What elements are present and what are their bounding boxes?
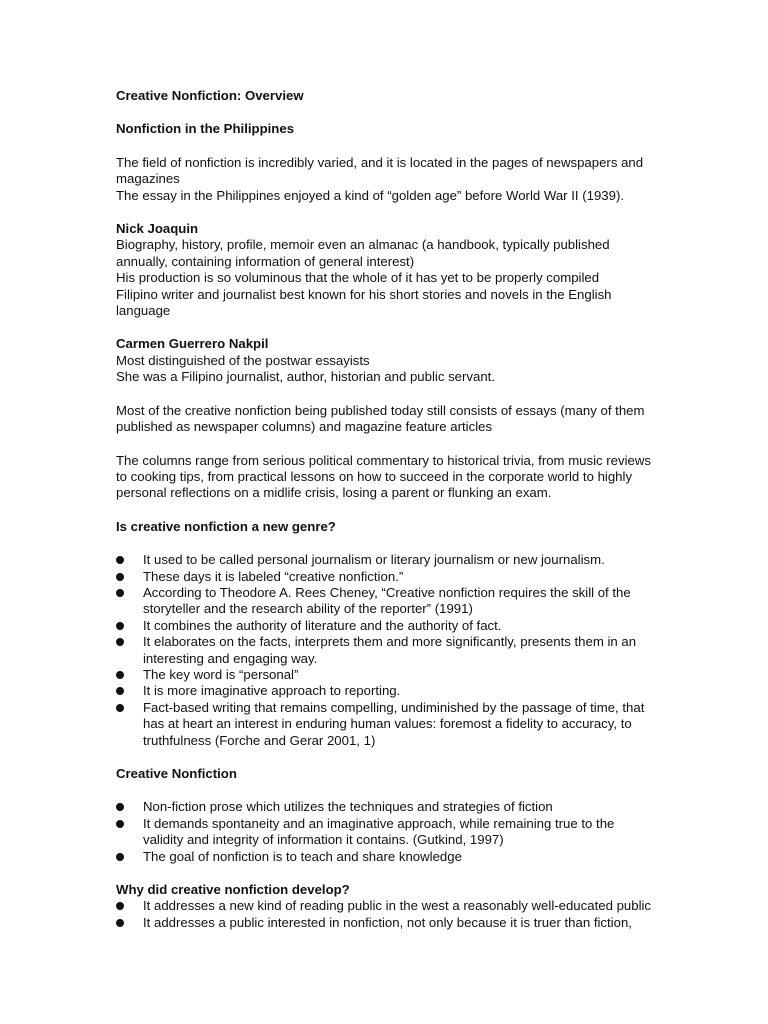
list-item: The key word is “personal” — [116, 667, 656, 683]
bullet-icon — [116, 902, 124, 910]
section-heading-why: Why did creative nonfiction develop? — [116, 882, 350, 898]
paragraph-text: The columns range from serious political commentary to historical trivia, from music reviews to cooking tips, from practical lessons on how to succeed in the corporate world to highly personal reflections on a midlife crisis, losing a parent or flunking an exam. — [116, 452, 651, 501]
bullet-icon — [116, 589, 124, 597]
text-line: His production is so voluminous that the whole of it has yet to be properly compiled — [116, 270, 600, 286]
text-line: Most distinguished of the postwar essayists — [116, 352, 370, 368]
list-item: It addresses a new kind of reading public in the west a reasonably well-educated public — [116, 898, 656, 914]
list-item: It elaborates on the facts, interprets them and more significantly, presents them in an interesting and engaging way. — [116, 634, 656, 667]
list-item: It demands spontaneity and an imaginative approach, while remaining true to the validity and integrity of information it contains. (Gutkind, 1997) — [116, 816, 656, 849]
paragraph-text: Most of the creative nonfiction being published today still consists of essays (many of them published as newspaper columns) and magazine feature articles — [116, 402, 645, 435]
bullet-icon — [116, 919, 124, 927]
text-line: Biography, history, profile, memoir even an almanac (a handbook, typically published annually, containing information of general interest) — [116, 237, 610, 269]
author-name: Nick Joaquin — [116, 221, 199, 237]
bullet-icon — [116, 622, 124, 630]
text-line: She was a Filipino journalist, author, historian and public servant. — [116, 369, 495, 385]
author-name: Carmen Guerrero Nakpil — [116, 336, 269, 352]
section-heading-new-genre: Is creative nonfiction a new genre? — [116, 518, 336, 534]
bullet-icon — [116, 853, 124, 861]
philippines-paragraph — [116, 155, 656, 204]
list-item: These days it is labeled “creative nonfiction.” — [116, 569, 656, 585]
cnf-bullet-list — [116, 799, 656, 865]
genre-bullet-list — [116, 552, 656, 749]
list-item: It is more imaginative approach to reporting. — [116, 683, 656, 699]
list-item: According to Theodore A. Rees Cheney, “Creative nonfiction requires the skill of the storyteller and the research ability of the reporter” (1991) — [116, 585, 656, 618]
list-item: It addresses a public interested in nonfiction, not only because it is truer than fiction, — [116, 915, 656, 931]
text-line: The essay in the Philippines enjoyed a kind of “golden age” before World War II (1939). — [116, 187, 625, 203]
bullet-icon — [116, 803, 124, 811]
why-bullet-list — [116, 898, 656, 931]
list-item: Fact-based writing that remains compelling, undiminished by the passage of time, that has at heart an interest in enduring human values: foremost a fidelity to accuracy, to truthfulness (Forche and Gerar 2001, 1) — [116, 700, 656, 749]
bullet-icon — [116, 704, 124, 712]
essays-paragraph — [116, 403, 656, 436]
document-body — [116, 88, 656, 948]
columns-paragraph — [116, 453, 656, 502]
joaquin-block — [116, 221, 656, 319]
list-item: Non-fiction prose which utilizes the techniques and strategies of fiction — [116, 799, 656, 815]
list-item: The goal of nonfiction is to teach and share knowledge — [116, 849, 656, 865]
text-line: Filipino writer and journalist best known for his short stories and novels in the English language — [116, 286, 612, 319]
bullet-icon — [116, 820, 124, 828]
document-title: Creative Nonfiction: Overview — [116, 88, 304, 103]
nakpil-block — [116, 336, 656, 385]
bullet-icon — [116, 573, 124, 581]
bullet-icon — [116, 638, 124, 646]
bullet-icon — [116, 556, 124, 564]
text-line: The field of nonfiction is incredibly varied, and it is located in the pages of newspapers and magazines — [116, 154, 644, 187]
bullet-icon — [116, 687, 124, 695]
section-heading-philippines: Nonfiction in the Philippines — [116, 121, 295, 137]
bullet-icon — [116, 671, 124, 679]
list-item: It combines the authority of literature and the authority of fact. — [116, 618, 656, 634]
section-heading-creative-nonfiction: Creative Nonfiction — [116, 766, 237, 781]
list-item: It used to be called personal journalism or literary journalism or new journalism. — [116, 552, 656, 568]
